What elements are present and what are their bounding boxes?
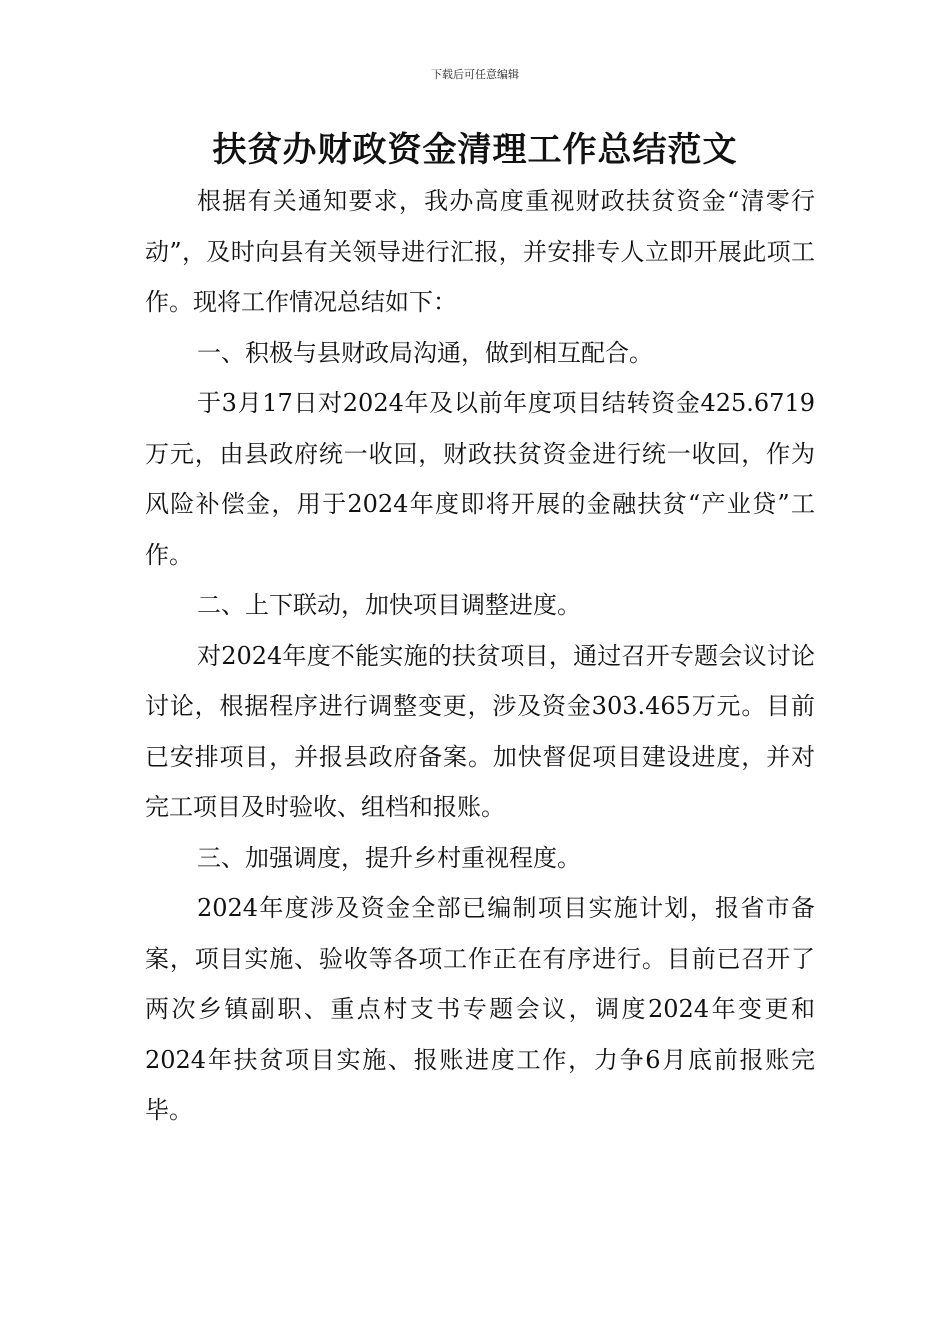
paragraph-section-2: 对2024年度不能实施的扶贫项目，通过召开专题会议讨论讨论，根据程序进行调整变更，涉及资金303.465万元。目前已安排项目，并报县政府备案。加快督促项目建设进度，并对完工项目及时验收、组档和报账。 bbox=[145, 641, 815, 821]
paragraph-intro: 根据有关通知要求，我办高度重视财政扶贫资金“清零行动”，及时向县有关领导进行汇报，并安排专人立即开展此项工作。现将工作情况总结如下： bbox=[145, 187, 815, 316]
paragraph-section-3: 2024年度涉及资金全部已编制项目实施计划，报省市备案，项目实施、验收等各项工作正在有序进行。目前已召开了两次乡镇副职、重点村支书专题会议，调度2024年变更和2024年扶贫项目实施、报账进度工作，力争6月底前报账完毕。 bbox=[145, 894, 815, 1124]
header-note: 下载后可任意编辑 bbox=[431, 68, 519, 81]
document-body bbox=[145, 176, 815, 1136]
section-heading-1: 一、积极与县财政局沟通，做到相互配合。 bbox=[197, 338, 653, 367]
section-heading-2: 二、上下联动，加快项目调整进度。 bbox=[197, 591, 581, 619]
document-title: 扶贫办财政资金清理工作总结范文 bbox=[212, 130, 738, 170]
section-heading-3: 三、加强调度，提升乡村重视程度。 bbox=[197, 843, 581, 872]
paragraph-section-1: 于3月17日对2024年及以前年度项目结转资金425.6719万元，由县政府统一收回，财政扶贫资金进行统一收回，作为风险补偿金，用于2024年度即将开展的金融扶贫“产业贷”工作。 bbox=[145, 389, 815, 569]
